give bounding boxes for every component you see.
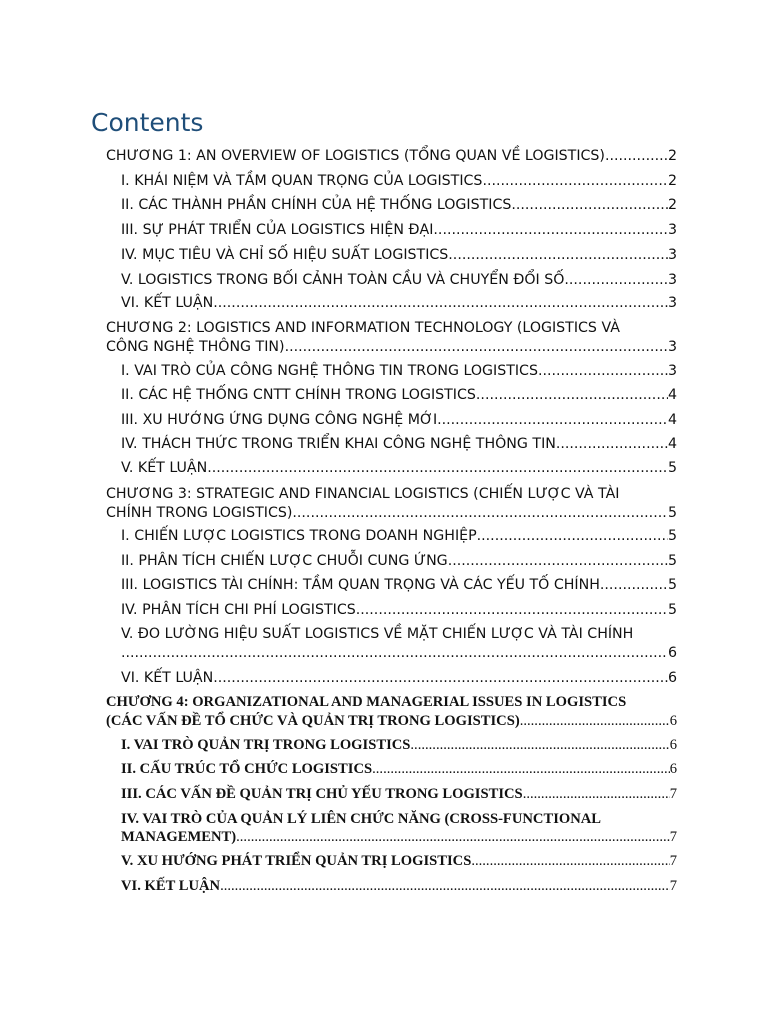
toc-page-number: 3 (667, 272, 677, 288)
toc-entry-title: V. LOGISTICS TRONG BỐI CẢNH TOÀN CẦU VÀ CHUYỂN ĐỔI SỐ (121, 272, 565, 288)
dot-leader (511, 196, 668, 214)
toc-page-number: 6 (669, 737, 677, 753)
dot-leader (213, 294, 668, 312)
dot-leader (605, 147, 668, 165)
dot-leader (520, 712, 670, 730)
toc-entry-title: III. CÁC VẤN ĐỀ QUẢN TRỊ CHỦ YẾU TRONG LOGISTICS (121, 786, 523, 802)
toc-entry-title: I. VAI TRÒ QUẢN TRỊ TRONG LOGISTICS (121, 737, 411, 753)
toc-page-number: 3 (667, 295, 677, 311)
toc-page-number: 3 (667, 247, 677, 263)
dot-leader (356, 601, 668, 619)
toc-entry-title: V. XU HƯỚNG PHÁT TRIỂN QUẢN TRỊ LOGISTICS (121, 853, 472, 869)
toc-page-number: 3 (667, 363, 677, 379)
toc-entry-title: III. SỰ PHÁT TRIỂN CỦA LOGISTICS HIỆN ĐẠI (121, 222, 434, 238)
toc-entry[interactable] (121, 411, 677, 429)
toc-entry-title: V. KẾT LUẬN (121, 460, 208, 476)
toc-entry-title: II. PHÂN TÍCH CHIẾN LƯỢC CHUỖI CUNG ỨNG (121, 553, 448, 569)
toc-page-number: 5 (667, 460, 677, 476)
toc-entry-title: I. CHIẾN LƯỢC LOGISTICS TRONG DOANH NGHIỆP (121, 528, 477, 544)
toc-entry-title: VI. KẾT LUẬN (121, 295, 214, 311)
toc-entry-title-line: CHƯƠNG 4: ORGANIZATIONAL AND MANAGERIAL ISSUES IN LOGISTICS (106, 694, 627, 710)
toc-entry[interactable] (121, 576, 677, 594)
toc-page-number: 5 (667, 505, 677, 521)
toc-page-number: 2 (667, 148, 677, 164)
toc-entry[interactable] (121, 435, 677, 453)
dot-leader (410, 736, 669, 754)
toc-page-number: 6 (667, 645, 677, 661)
toc-entry-title: II. CÁC HỆ THỐNG CNTT CHÍNH TRONG LOGISTICS (121, 387, 476, 403)
toc-entry-title-line: CHƯƠNG 3: STRATEGIC AND FINANCIAL LOGISTICS (CHIẾN LƯỢC VÀ TÀI (106, 486, 620, 502)
toc-entry[interactable] (121, 852, 677, 870)
toc-entry-title-line: V. ĐO LƯỜNG HIỆU SUẤT LOGISTICS VỀ MẶT CHIẾN LƯỢC VÀ TÀI CHÍNH (121, 626, 634, 642)
toc-entry[interactable] (106, 712, 677, 730)
toc-page-number: 3 (667, 339, 677, 355)
dot-leader (292, 504, 668, 522)
toc-page-number: 5 (667, 577, 677, 593)
toc-page-number: 3 (667, 222, 677, 238)
toc-page-number: 6 (667, 670, 677, 686)
toc-entry-title-line: CHƯƠNG 2: LOGISTICS AND INFORMATION TECHNOLOGY (LOGISTICS VÀ (106, 320, 620, 336)
toc-entry-title: (CÁC VẤN ĐỀ TỔ CHỨC VÀ QUẢN TRỊ TRONG LOGISTICS) (106, 713, 520, 729)
toc-entry-title: III. XU HƯỚNG ỨNG DỤNG CÔNG NGHỆ MỚI (121, 412, 438, 428)
dot-leader (121, 644, 668, 662)
dot-leader (471, 852, 669, 870)
dot-leader (448, 552, 668, 570)
dot-leader (600, 576, 668, 594)
dot-leader (523, 785, 670, 803)
dot-leader (437, 411, 668, 429)
dot-leader (236, 828, 670, 846)
dot-leader (477, 527, 668, 545)
toc-entry-title: I. KHÁI NIỆM VÀ TẦM QUAN TRỌNG CỦA LOGISTICS (121, 173, 483, 189)
toc-entry[interactable] (121, 669, 677, 687)
toc-page-number: 4 (667, 387, 677, 403)
dot-leader (433, 221, 668, 239)
dot-leader (285, 338, 668, 356)
toc-page-number: 6 (669, 761, 677, 777)
toc-page-number: 5 (667, 553, 677, 569)
toc-entry[interactable] (121, 196, 677, 214)
toc-heading: Contents (91, 108, 204, 137)
toc-entry[interactable] (121, 221, 677, 239)
toc-entry-title: III. LOGISTICS TÀI CHÍNH: TẦM QUAN TRỌNG VÀ CÁC YẾU TỐ CHÍNH (121, 577, 600, 593)
toc-entry-title: MANAGEMENT) (121, 829, 237, 845)
toc-entry-title: VI. KẾT LUẬN (121, 878, 221, 894)
dot-leader (372, 760, 670, 778)
toc-entry-title: CHƯƠNG 1: AN OVERVIEW OF LOGISTICS (TỔNG QUAN VỀ LOGISTICS) (106, 148, 605, 164)
toc-entry[interactable] (106, 504, 677, 522)
dot-leader (538, 362, 668, 380)
toc-entry[interactable] (121, 601, 677, 619)
toc-entry-title: VI. KẾT LUẬN (121, 670, 214, 686)
toc-page-number: 7 (669, 878, 677, 894)
toc-entry[interactable] (121, 362, 677, 380)
toc-page-number: 2 (667, 197, 677, 213)
toc-entry[interactable] (121, 271, 677, 289)
toc-entry[interactable] (106, 338, 677, 356)
toc-page-number: 2 (667, 173, 677, 189)
toc-entry[interactable] (121, 644, 677, 662)
toc-entry-title-line: IV. VAI TRÒ CỦA QUẢN LÝ LIÊN CHỨC NĂNG (CROSS-FUNCTIONAL (121, 811, 602, 827)
toc-entry[interactable] (121, 736, 677, 754)
toc-entry[interactable] (121, 459, 677, 477)
toc-entry[interactable] (121, 552, 677, 570)
toc-page-number: 7 (669, 829, 677, 845)
toc-entry-title: IV. PHÂN TÍCH CHI PHÍ LOGISTICS (121, 602, 356, 618)
toc-entry[interactable] (121, 294, 677, 312)
toc-entry[interactable] (121, 828, 677, 846)
dot-leader (564, 271, 668, 289)
toc-entry[interactable] (106, 147, 677, 165)
toc-page-number: 5 (667, 602, 677, 618)
toc-page-number: 7 (669, 853, 677, 869)
toc-entry[interactable] (121, 760, 677, 778)
toc-entry-title: IV. MỤC TIÊU VÀ CHỈ SỐ HIỆU SUẤT LOGISTICS (121, 247, 449, 263)
toc-entry-title: II. CÁC THÀNH PHẦN CHÍNH CỦA HỆ THỐNG LOGISTICS (121, 197, 512, 213)
toc-entry[interactable] (121, 877, 677, 895)
toc-page-number: 4 (667, 436, 677, 452)
toc-page-number: 4 (667, 412, 677, 428)
dot-leader (556, 435, 668, 453)
dot-leader (213, 669, 668, 687)
toc-entry[interactable] (121, 527, 677, 545)
toc-entry-title: IV. THÁCH THỨC TRONG TRIỂN KHAI CÔNG NGHỆ THÔNG TIN (121, 436, 556, 452)
toc-entry[interactable] (121, 785, 677, 803)
toc-entry-title: I. VAI TRÒ CỦA CÔNG NGHỆ THÔNG TIN TRONG LOGISTICS (121, 363, 538, 379)
toc-entry[interactable] (121, 386, 677, 404)
dot-leader (476, 386, 668, 404)
toc-page-number: 6 (669, 713, 677, 729)
toc-entry-title: CÔNG NGHỆ THÔNG TIN) (106, 339, 285, 355)
toc-entry[interactable] (121, 246, 677, 264)
dot-leader (207, 459, 668, 477)
dot-leader (482, 172, 668, 190)
toc-entry-title: II. CẤU TRÚC TỔ CHỨC LOGISTICS (121, 761, 373, 777)
dot-leader (220, 877, 670, 895)
toc-page-number: 5 (667, 528, 677, 544)
dot-leader (448, 246, 668, 264)
toc-entry[interactable] (121, 172, 677, 190)
toc-page-number: 7 (669, 786, 677, 802)
toc-entry-title: CHÍNH TRONG LOGISTICS) (106, 505, 293, 521)
